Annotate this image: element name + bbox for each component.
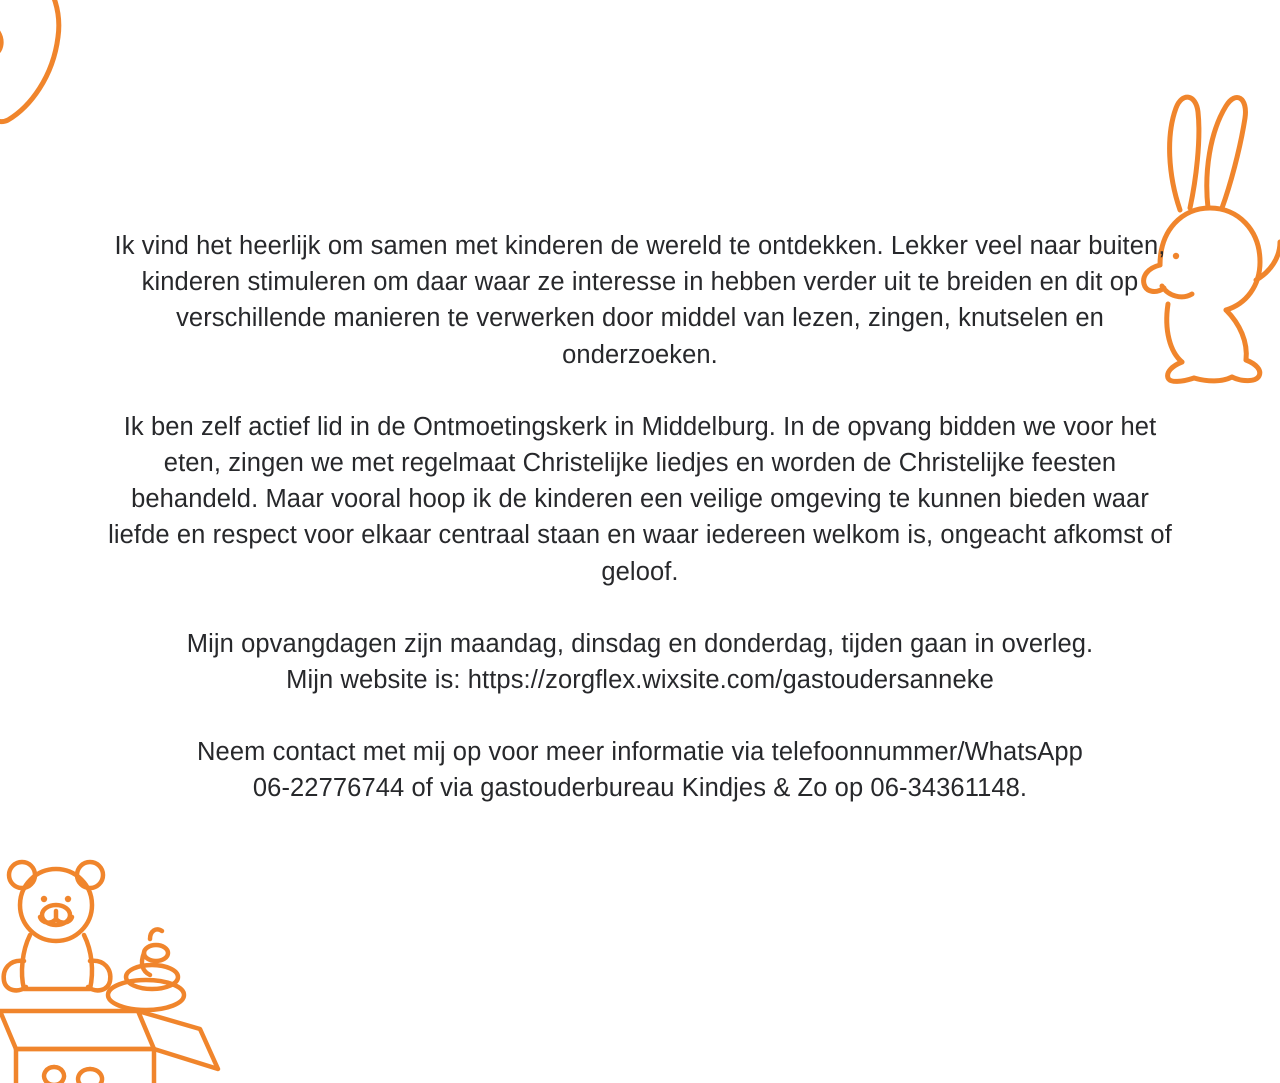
- paragraph-days: [105, 626, 1175, 698]
- contact-numbers-line: 06-22776744 of via gastouderbureau Kindjes & Zo op 06-34361148.: [252, 774, 1028, 803]
- opvangdagen-line: Mijn opvangdagen zijn maandag, dinsdag en donderdag, tijden gaan in overleg.: [186, 629, 1094, 658]
- heart-outline-icon: [0, 0, 140, 152]
- website-line[interactable]: Mijn website is: https://zorgflex.wixsite.com/gastoudersanneke: [286, 666, 994, 695]
- paragraph-faith: Ik ben zelf actief lid in de Ontmoetingskerk in Middelburg. In de opvang bidden we voor het eten, zingen we met regelmaat Christelijke liedjes en worden de Christelijke feesten behandeld. Maar vooral hoop ik de kinderen een veilige omgeving te kunnen bieden waar liefde en respect voor elkaar centraal staan en waar iedereen welkom is, ongeacht afkomst of geloof.: [108, 412, 1172, 586]
- paragraph-contact: [105, 734, 1175, 806]
- teddy-bear-toy-box-outline-icon: [0, 853, 254, 1083]
- contact-intro-line: Neem contact met mij op voor meer informatie via telefoonnummer/WhatsApp: [197, 738, 1083, 767]
- paragraph-intro: Ik vind het heerlijk om samen met kinderen de wereld te ontdekken. Lekker veel naar buiten, kinderen stimuleren om daar waar ze interesse in hebben verder uit te breiden en dit op verschillende manieren te verwerken door middel van lezen, zingen, knutselen en onderzoeken.: [114, 232, 1166, 369]
- body-content: [105, 228, 1175, 807]
